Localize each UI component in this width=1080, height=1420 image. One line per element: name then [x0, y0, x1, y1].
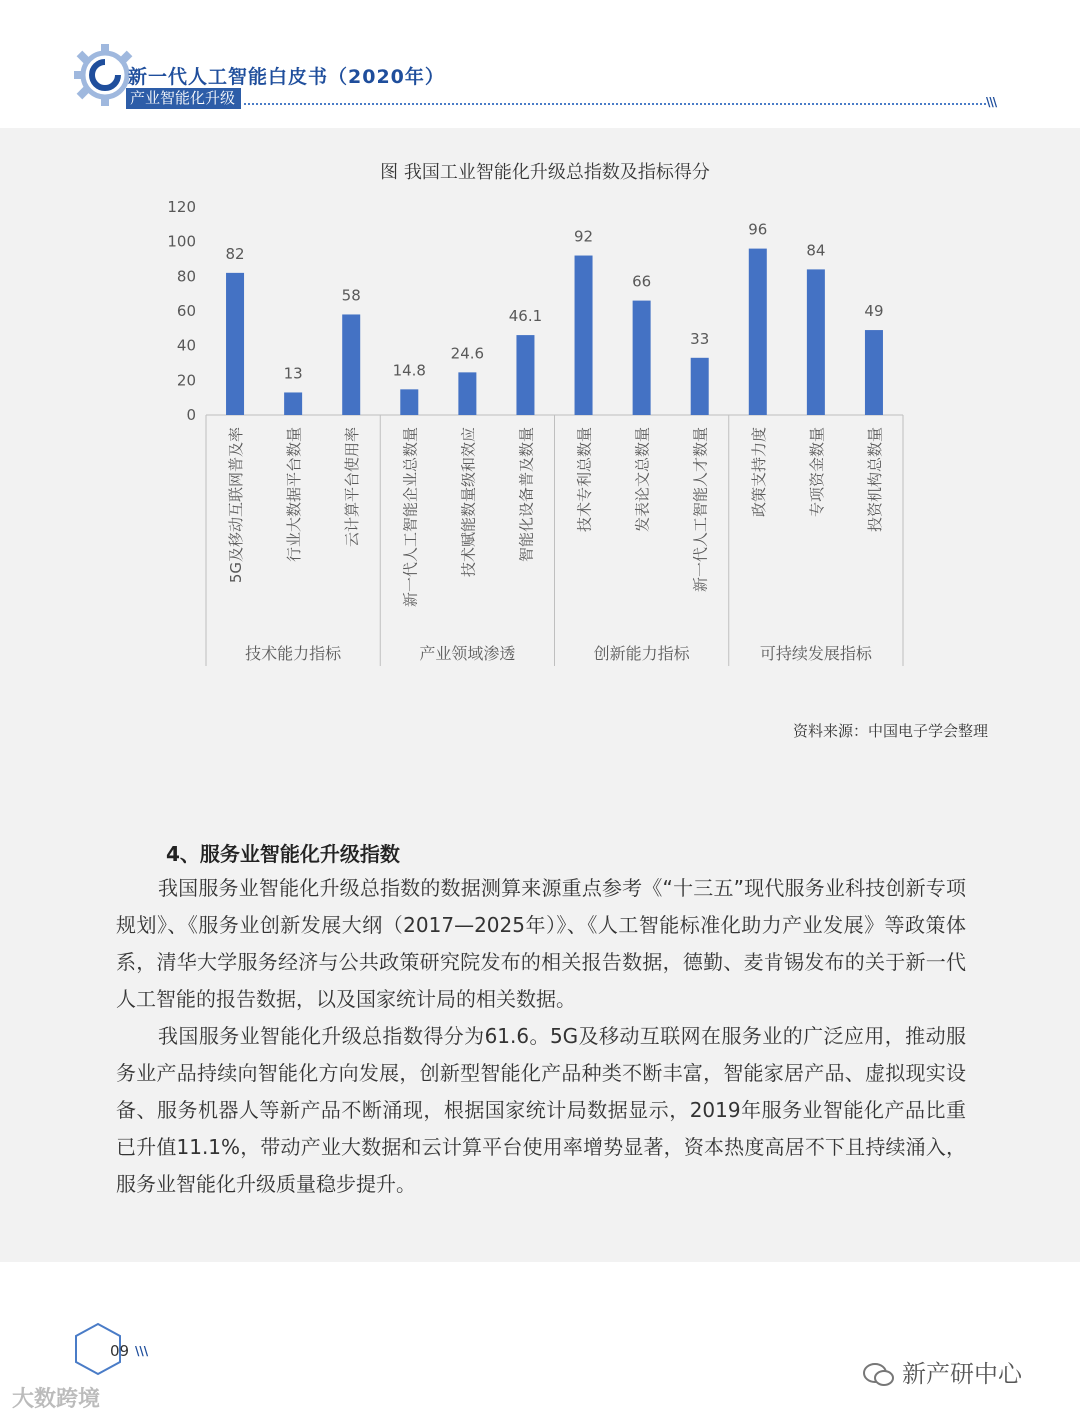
bar [865, 330, 883, 415]
bar [226, 273, 244, 415]
bar [807, 269, 825, 415]
category-label: 专项资金数量 [807, 427, 826, 518]
bar [633, 301, 651, 415]
data-label: 58 [341, 286, 361, 305]
category-label: 新一代人工智能人才数量 [691, 427, 710, 593]
y-tick-label: 120 [167, 198, 196, 216]
footer-slash-marks: \\\ [135, 1344, 149, 1358]
category-label: 新一代人工智能企业总数量 [401, 427, 420, 608]
wechat-icon [862, 1361, 896, 1389]
y-tick-label: 80 [176, 267, 196, 286]
data-label: 46.1 [508, 307, 543, 326]
header-divider [244, 103, 986, 105]
page-number: 09 [110, 1342, 130, 1360]
y-tick-label: 100 [167, 232, 196, 251]
watermark-right-text: 新产研中心 [902, 1360, 1022, 1388]
page-body [0, 128, 1080, 1262]
bar [516, 335, 534, 415]
bar [691, 358, 709, 415]
page-footer [0, 1262, 1080, 1420]
category-label: 投资机构总数量 [865, 427, 884, 533]
y-tick-label: 20 [176, 371, 196, 390]
data-label: 24.6 [450, 344, 485, 363]
group-label: 技术能力指标 [245, 644, 342, 663]
data-label: 33 [690, 329, 710, 348]
bar [284, 392, 302, 415]
bar [342, 314, 360, 415]
chapter-label: 产业智能化升级 [126, 88, 241, 109]
data-label: 92 [573, 227, 594, 246]
bar [400, 389, 418, 415]
category-label: 政策支持力度 [749, 427, 768, 518]
group-label: 产业领域渗透 [419, 644, 516, 663]
page-header [0, 0, 1080, 128]
category-label: 5G及移动互联网普及率 [227, 427, 246, 584]
bar [575, 256, 593, 415]
category-label: 云计算平台使用率 [343, 427, 362, 548]
data-label: 14.8 [392, 361, 426, 380]
category-label: 发表论文总数量 [633, 427, 652, 533]
data-label: 66 [632, 272, 652, 291]
y-tick-label: 60 [176, 302, 196, 320]
section-heading: 4、服务业智能化升级指数 [166, 842, 400, 866]
chart-title: 图 我国工业智能化升级总指数及指标得分 [380, 162, 710, 183]
category-label: 智能化设备普及数量 [517, 427, 536, 563]
data-label: 96 [748, 220, 768, 239]
group-label: 创新能力指标 [593, 644, 690, 663]
y-tick-label: 40 [176, 336, 196, 355]
watermark-right [862, 1354, 1022, 1389]
category-label: 行业大数据平台数量 [285, 427, 304, 563]
paragraph-1: 我国服务业智能化升级总指数的数据测算来源重点参考《“十三五”现代服务业科技创新专项规划》、《服务业创新发展大纲（2017—2025年）》、《人工智能标准化助力产业发展》等政策体系，清华大学服务经济与公共政策研究院发布的相关报告数据，德勤、麦肯锡发布的关于新一代人工智能的报告数据，以及国家统计局的相关数据。 [116, 876, 966, 1011]
group-label: 可持续发展指标 [759, 644, 872, 663]
y-tick-label: 0 [186, 406, 196, 424]
bar [749, 249, 767, 415]
data-label: 13 [283, 364, 303, 383]
data-label: 82 [225, 244, 245, 263]
bar-chart [0, 128, 1080, 688]
data-label: 49 [864, 302, 884, 321]
document-title: 新一代人工智能白皮书（2020年） [128, 66, 445, 88]
watermark-left: 大数跨境 [12, 1387, 101, 1412]
category-label: 技术专利总数量 [575, 427, 594, 533]
category-label: 技术赋能数量级和效应 [459, 427, 478, 578]
paragraph-2: 我国服务业智能化升级总指数得分为61.6。5G及移动互联网在服务业的广泛应用，推动服务业产品持续向智能化方向发展，创新型智能化产品种类不断丰富，智能家居产品、虚拟现实设备、服务机器人等新产品不断涌现，根据国家统计局数据显示，2019年服务业智能化产品比重已升值11.1%，带动产业大数据和云计算平台使用率增势显著，资本热度高居不下且持续涌入，服务业智能化升级质量稳步提升。 [116, 1024, 966, 1196]
source-note: 资料来源：中国电子学会整理 [792, 722, 988, 740]
header-slash-marks: \\\ [986, 95, 997, 109]
bar [458, 372, 476, 415]
data-label: 84 [806, 241, 826, 260]
